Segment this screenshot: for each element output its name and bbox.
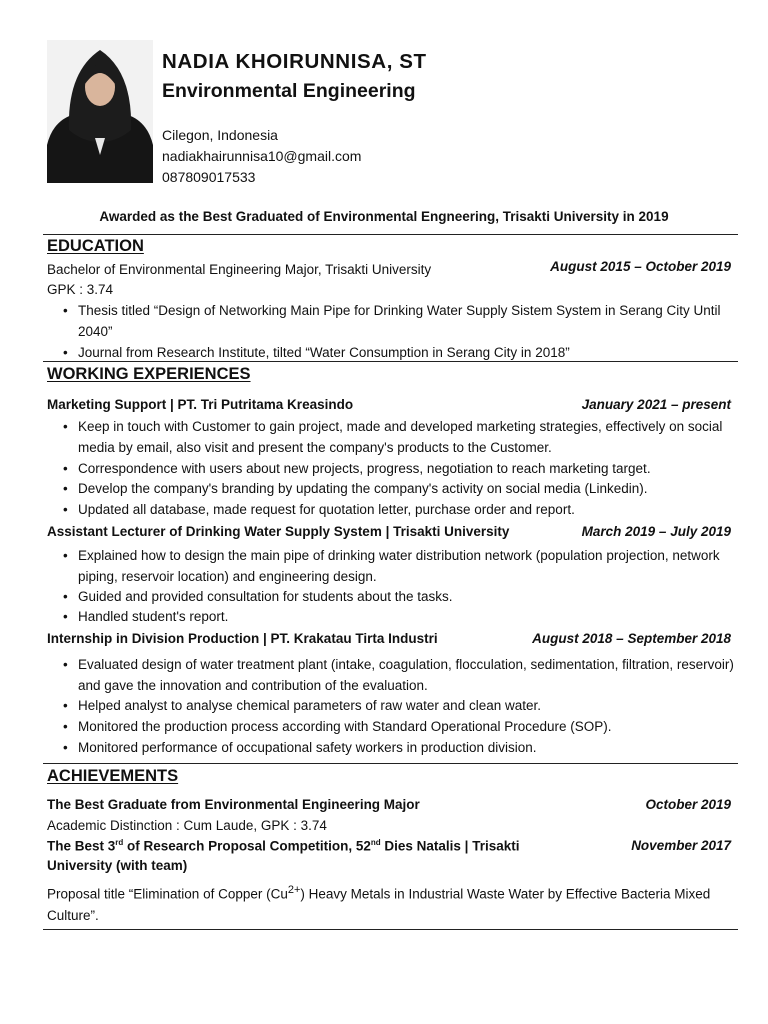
- section-divider: [43, 929, 738, 930]
- job-title: Assistant Lecturer of Drinking Water Supply System | Trisakti University: [47, 524, 510, 539]
- achievement-date: November 2017: [631, 838, 731, 853]
- achievements-heading: ACHIEVEMENTS: [47, 767, 179, 785]
- job-date: August 2018 – September 2018: [532, 631, 731, 646]
- email-text: nadiakhairunnisa10@gmail.com: [162, 148, 362, 164]
- profile-photo: [47, 40, 153, 183]
- achievement-title-continued: University (with team): [47, 858, 188, 873]
- job-title: Marketing Support | PT. Tri Putritama Kreasindo: [47, 397, 354, 412]
- achievement-date: October 2019: [645, 797, 731, 812]
- job-date: January 2021 – present: [581, 397, 731, 412]
- achievement-detail: Proposal title “Elimination of Copper $(Cu^{2+})$ Heavy Metals in Industrial Waste Water by Effective Bacteria Mixed Culture”.: [47, 884, 711, 923]
- list-item: • Helped analyst to analyse chemical parameters of raw water and clean water.: [63, 696, 750, 717]
- list-item: • Evaluated design of water treatment plant (intake, coagulation, flocculation, sedimentation, filtration, reservoir) and gave the innovation and contribution of the evaluation.: [63, 655, 750, 696]
- job-date: March 2019 – July 2019: [581, 524, 731, 539]
- list-item: • Monitored performance of occupational safety workers in production division.: [63, 738, 750, 759]
- candidate-name: NADIA KHOIRUNNISA, ST: [162, 50, 427, 73]
- work-heading: WORKING EXPERIENCES: [47, 365, 251, 383]
- list-item: • Handled student's report.: [63, 607, 750, 628]
- person-silhouette-icon: [47, 40, 153, 183]
- list-item: • Correspondence with users about new projects, progress, negotiation to reach marketing target.: [63, 459, 750, 480]
- section-divider: [43, 234, 738, 235]
- education-gpk: GPK : 3.74: [47, 282, 114, 297]
- education-date: August 2015 – October 2019: [550, 259, 731, 274]
- job-title: Internship in Division Production | PT. Krakatau Tirta Industri: [47, 631, 438, 646]
- list-item: • Updated all database, made request for quotation letter, purchase order and report.: [63, 500, 750, 521]
- list-item: • Guided and provided consultation for students about the tasks.: [63, 587, 750, 608]
- achievement-title: The Best Graduate from Environmental Engineering Major: [47, 797, 420, 812]
- list-item: • Monitored the production process according with Standard Operational Procedure (SOP).: [63, 717, 750, 738]
- education-degree: Bachelor of Environmental Engineering Major, Trisakti University: [47, 262, 432, 277]
- list-item: • Explained how to design the main pipe of drinking water distribution network (population projection, network piping, reservoir location) and engineering design.: [63, 546, 750, 587]
- achievement-detail: Academic Distinction : Cum Laude, GPK : 3.74: [47, 818, 327, 833]
- list-item: • Keep in touch with Customer to gain project, made and developed marketing strategies, effectively on social media by email, also visit and present the company's products to the Customer.: [63, 417, 750, 458]
- award-line: Awarded as the Best Graduated of Environmental Engneering, Trisakti University in 2019: [99, 209, 669, 224]
- list-item: • Journal from Research Institute, tilted “Water Consumption in Serang City in 2018”: [63, 343, 750, 364]
- achievement-title: The Best 3rd of Research Proposal Competition, 52nd Dies Natalis | Trisakti: [47, 838, 520, 854]
- list-item: • Develop the company's branding by updating the company's activity on social media (Linkedin).: [63, 479, 750, 500]
- candidate-field: Environmental Engineering: [162, 80, 416, 102]
- location-text: Cilegon, Indonesia: [162, 127, 278, 143]
- phone-text: 087809017533: [162, 169, 256, 185]
- section-divider: [43, 763, 738, 764]
- education-heading: EDUCATION: [47, 237, 144, 255]
- section-divider: [43, 361, 738, 362]
- list-item: • Thesis titled “Design of Networking Main Pipe for Drinking Water Supply Sistem System in Serang City Until 2040”: [63, 301, 750, 342]
